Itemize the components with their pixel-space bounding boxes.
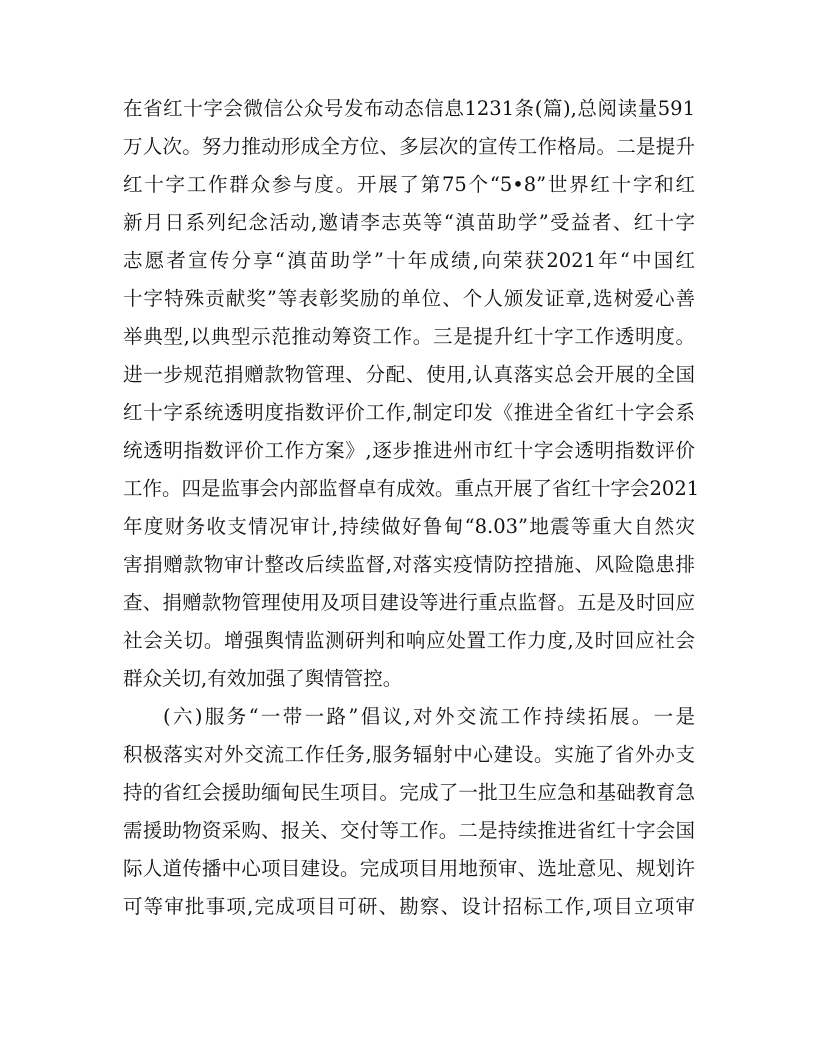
- text-line: 可等审批事项,完成项目可研、勘察、设计招标工作,项目立项审: [123, 895, 695, 918]
- text-line: 在省红十字会微信公众号发布动态信息1231条(篇),总阅读量591: [123, 97, 695, 120]
- text-line: 新月日系列纪念活动,邀请李志英等“滇苗助学”受益者、红十字: [123, 211, 695, 234]
- body-text: [123, 90, 700, 926]
- text-line: 红十字系统透明度指数评价工作,制定印发《推进全省红十字会系: [123, 401, 695, 424]
- text-line: 志愿者宣传分享“滇苗助学”十年成绩,向荣获2021年“中国红: [123, 249, 695, 272]
- text-line: 持的省红会援助缅甸民生项目。完成了一批卫生应急和基础教育急: [123, 781, 695, 804]
- text-line: 工作。四是监事会内部监督卓有成效。重点开展了省红十字会2021: [123, 477, 700, 500]
- text-line: 统透明指数评价工作方案》,逐步推进州市红十字会透明指数评价: [123, 439, 695, 462]
- text-line: 进一步规范捐赠款物管理、分配、使用,认真落实总会开展的全国: [123, 363, 695, 386]
- text-line: 害捐赠款物审计整改后续监督,对落实疫情防控措施、风险隐患排: [123, 553, 695, 576]
- section-heading-line: (六)服务“一带一路”倡议,对外交流工作持续拓展。一是: [163, 705, 695, 728]
- text-line: 十字特殊贡献奖”等表彰奖励的单位、个人颁发证章,选树爱心善: [123, 287, 695, 310]
- text-line: 需援助物资采购、报关、交付等工作。二是持续推进省红十字会国: [123, 819, 695, 842]
- text-line: 查、捐赠款物管理使用及项目建设等进行重点监督。五是及时回应: [123, 591, 695, 614]
- text-line: 际人道传播中心项目建设。完成项目用地预审、选址意见、规划许: [123, 857, 695, 880]
- text-line: 社会关切。增强舆情监测研判和响应处置工作力度,及时回应社会: [123, 629, 695, 652]
- text-line: 举典型,以典型示范推动筹资工作。三是提升红十字工作透明度。: [123, 325, 695, 348]
- text-line: 积极落实对外交流工作任务,服务辐射中心建设。实施了省外办支: [123, 743, 695, 766]
- text-line: 年度财务收支情况审计,持续做好鲁甸“8.03”地震等重大自然灾: [123, 515, 695, 538]
- text-line: 红十字工作群众参与度。开展了第75个“5•8”世界红十字和红: [123, 173, 695, 196]
- text-line: 万人次。努力推动形成全方位、多层次的宣传工作格局。二是提升: [123, 135, 695, 158]
- text-line: 群众关切,有效加强了舆情管控。: [123, 667, 403, 690]
